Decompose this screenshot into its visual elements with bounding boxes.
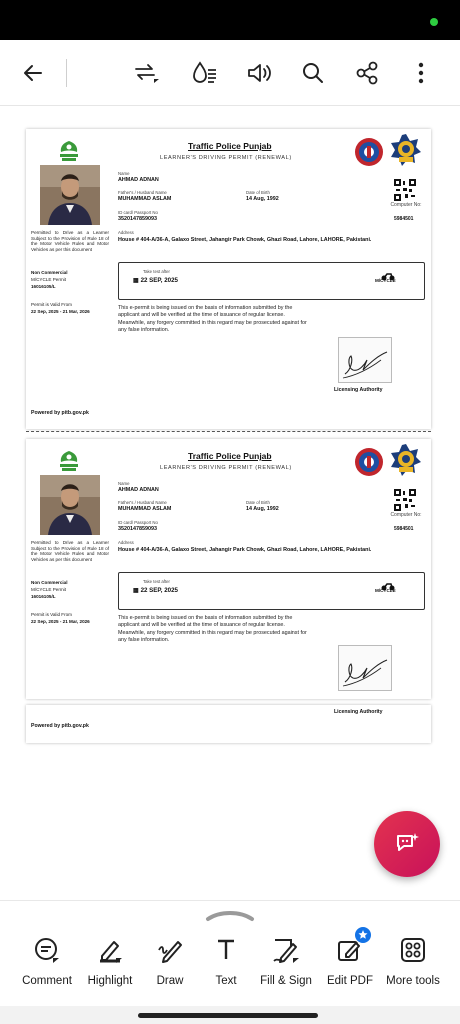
traffic-badge-logo: [390, 443, 422, 482]
qr-code: [394, 489, 416, 511]
more-vertical-icon[interactable]: [404, 56, 438, 90]
pdf-page-1: [26, 129, 431, 429]
id-value: 3520147859093: [118, 526, 157, 532]
address-value: House # 404-A/36-A, Galaxo Street, Jahangir Park Chowk, Ghazi Road, Lahore, LAHORE, Pakistani.: [118, 547, 372, 553]
highlight-icon: [95, 935, 125, 965]
undo-icon[interactable]: [130, 56, 164, 90]
non-commercial: Non Commercial: [31, 580, 68, 585]
computer-no-value: 5984501: [394, 526, 414, 532]
valid-label: Permit is Valid From: [31, 612, 73, 617]
computer-no-label: Computer No:: [390, 202, 422, 208]
punjab-govt-logo: [56, 449, 82, 478]
share-icon[interactable]: [350, 56, 384, 90]
permit-subtitle: LEARNER'S DRIVING PERMIT (RENEWAL): [160, 155, 292, 161]
id-value: 3520147859093: [118, 216, 157, 222]
motorcycle-icon: [381, 268, 395, 286]
tool-highlight[interactable]: [78, 935, 142, 999]
expand-handle[interactable]: [204, 909, 256, 928]
disclaimer-text: This e-permit is being issued on the basis of information submitted by the applicant and will be verified at the time of issuance of regular license. Meanwhile, any forgery committed in this regard may be prosecuted against for any false information.: [118, 305, 307, 334]
tool-text[interactable]: [194, 935, 258, 999]
computer-no-label: Computer No:: [390, 512, 422, 518]
calendar-icon: ▦: [133, 277, 141, 284]
test-label: Take test after: [143, 269, 170, 274]
address-value: House # 404-A/36-A, Galaxo Street, Jahangir Park Chowk, Ghazi Road, Lahore, LAHORE, Pakistani.: [118, 237, 372, 243]
tool-draw[interactable]: [138, 935, 202, 999]
test-date-value: 22 SEP, 2025: [140, 277, 178, 284]
liquid-mode-icon[interactable]: [188, 56, 222, 90]
pdf-page-2: [26, 439, 431, 699]
name-value: AHMAD ADNAN: [118, 177, 159, 183]
tool-label: Draw: [156, 975, 184, 987]
dob-label: Date of Birth: [246, 500, 270, 505]
father-label: Father's / Husband Name: [118, 500, 167, 505]
fill-sign-icon: [271, 935, 301, 965]
father-value: MUHAMMAD ASLAM: [118, 506, 172, 512]
punjab-govt-logo: [56, 139, 82, 168]
text-icon: [211, 935, 241, 965]
signature-image: [338, 645, 392, 691]
test-date: [133, 277, 178, 284]
licensing-authority: Licensing Authority: [334, 709, 383, 715]
test-box: [118, 262, 425, 300]
id-label: ID card/ Passport No: [118, 210, 158, 215]
speaker-icon[interactable]: [242, 56, 276, 90]
permit-title: Traffic Police Punjab: [188, 451, 272, 461]
address-label: Address: [118, 230, 134, 235]
pdf-page-3: [26, 705, 431, 743]
disclaimer-text: This e-permit is being issued on the basis of information submitted by the applicant and will be verified at the time of issuance of regular license. Meanwhile, any forgery committed in this regard may be prosecuted against for any false information.: [118, 615, 307, 644]
applicant-photo: [40, 475, 100, 535]
name-value: AHMAD ADNAN: [118, 487, 159, 493]
home-gesture-pill[interactable]: [138, 1013, 318, 1018]
name-label: Name: [118, 171, 130, 176]
tool-comment[interactable]: [15, 935, 79, 999]
father-label: Father's / Husband Name: [118, 190, 167, 195]
more-tools-icon: [398, 935, 428, 965]
ai-assistant-button[interactable]: [374, 811, 440, 877]
tool-label: Text: [215, 975, 237, 987]
licensing-authority: Licensing Authority: [334, 387, 383, 393]
dob-label: Date of Birth: [246, 190, 270, 195]
test-date: [133, 587, 178, 594]
computer-no-value: 5984501: [394, 216, 414, 222]
tool-label: Edit PDF: [326, 975, 373, 987]
dob-value: 14 Aug, 1992: [246, 196, 279, 202]
tool-label: Fill & Sign: [260, 975, 312, 987]
traffic-badge-logo: [390, 133, 422, 172]
bottom-tool-panel: [0, 900, 460, 1006]
father-value: MUHAMMAD ASLAM: [118, 196, 172, 202]
calendar-icon: ▦: [133, 587, 141, 594]
address-label: Address: [118, 540, 134, 545]
non-commercial: Non Commercial: [31, 270, 68, 275]
motorcycle-icon: [381, 578, 395, 596]
valid-label: Permit is Valid From: [31, 302, 73, 307]
permit-number: 16016105/L: [31, 594, 56, 599]
system-nav-bar: [0, 1006, 460, 1024]
powered-by: Powered by pitb.gov.pk: [31, 723, 89, 729]
edit-pdf-icon: [335, 935, 365, 965]
tool-fill-sign[interactable]: [254, 935, 318, 999]
tool-edit-pdf[interactable]: [318, 935, 382, 999]
dob-value: 14 Aug, 1992: [246, 506, 279, 512]
new-badge-icon: [355, 927, 371, 943]
tool-label: Highlight: [87, 975, 133, 987]
camera-indicator-dot: [430, 18, 438, 26]
vehicle-type: M/CYCLE: [375, 278, 396, 283]
search-icon[interactable]: [296, 56, 330, 90]
permitted-text: Permitted to Drive as a Learner Subject to the Provision of Rule 18 of the Motor Vehicle Rules and Motor Vehicles as per this document: [31, 540, 109, 562]
vehicle-type: M/CYCLE: [375, 588, 396, 593]
cut-line: [26, 431, 431, 432]
test-box: [118, 572, 425, 610]
chat-sparkle-icon: [393, 830, 421, 858]
comment-icon: [32, 935, 62, 965]
back-icon[interactable]: [16, 56, 50, 90]
test-label: Take test after: [143, 579, 170, 584]
permit-number: 16016105/L: [31, 284, 56, 289]
qr-code: [394, 179, 416, 201]
punjab-police-logo: [354, 447, 384, 482]
status-bar: [0, 0, 460, 40]
tool-more-tools[interactable]: [381, 935, 445, 999]
valid-range: 22 Sep, 2025 - 21 Mar, 2026: [31, 619, 90, 624]
permit-subtitle: LEARNER'S DRIVING PERMIT (RENEWAL): [160, 465, 292, 471]
test-date-value: 22 SEP, 2025: [140, 587, 178, 594]
permit-title: Traffic Police Punjab: [188, 141, 272, 151]
top-toolbar: [0, 40, 460, 106]
applicant-photo: [40, 165, 100, 225]
signature-image: [338, 337, 392, 383]
name-label: Name: [118, 481, 130, 486]
pdf-viewer[interactable]: [0, 107, 460, 907]
tool-label: Comment: [22, 975, 72, 987]
permit-type: M/CYCLE Permit: [31, 277, 66, 282]
tool-label: More tools: [386, 975, 440, 987]
punjab-police-logo: [354, 137, 384, 172]
id-label: ID card/ Passport No: [118, 520, 158, 525]
permitted-text: Permitted to Drive as a Learner Subject to the Provision of Rule 18 of the Motor Vehicle Rules and Motor Vehicles as per this document: [31, 230, 109, 252]
powered-by: Powered by pitb.gov.pk: [31, 410, 89, 416]
draw-icon: [155, 935, 185, 965]
valid-range: 22 Sep, 2025 - 21 Mar, 2026: [31, 309, 90, 314]
permit-type: M/CYCLE Permit: [31, 587, 66, 592]
toolbar-divider: [66, 59, 67, 87]
